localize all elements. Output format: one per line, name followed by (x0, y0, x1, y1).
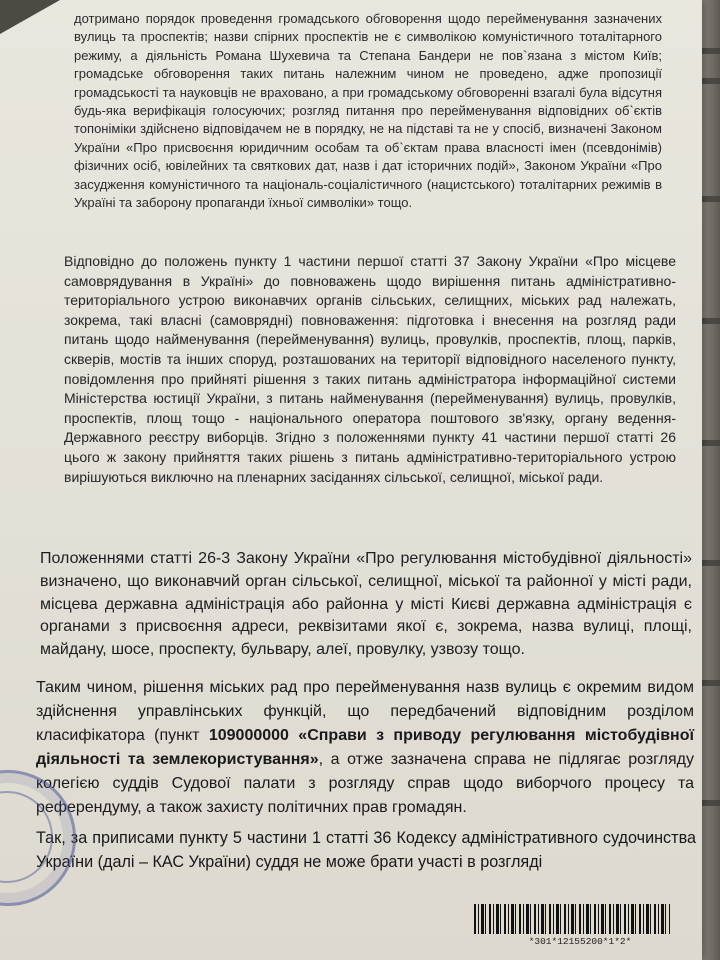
text-run: Таким чином, рішення міських рад про перейменування назв вулиць є окремим видом здійснення управлінських функцій, що передбачений відповідним розділом класифікатора (пункт (36, 679, 694, 744)
paragraph-2 (64, 252, 676, 487)
text-run: Так, за приписами пункту 5 частини 1 статті 36 Кодексу адміністративного судочинства України (далі – КАС України) суддя не може брати участі в розгляді (36, 829, 696, 871)
barcode-label: *301*12155200*1*2* (528, 936, 632, 947)
text-run: Положеннями статті 26-3 Закону України «Про регулювання містобудівної діяльності» визначено, що виконавчий орган сільської, селищної, міської та районної у місті ради, місцева державна адміністрація або районна у місті Києві державна адміністрація є органами з присвоєння адреси, реквізитами якої є, зокрема, назва вулиці, площі, майдану, шосе, проспекту, бульвару, алеї, провулку, узвозу тощо. (40, 550, 692, 659)
paragraph-4 (36, 676, 694, 820)
page-corner-shadow (0, 0, 60, 34)
text-run: Відповідно до положень пункту 1 частини першої статті 37 Закону України «Про місцеве самоврядування в Україні» до повноважень щодо вирішення питань адміністративно-територіального устрою виконавчих органів сільських, селищних, міських рад належать, зокрема, такі власні (самоврядні) повноваження: підготовка і внесення на розгляд ради питань щодо найменування (перейменування) вулиць, провулків, проспектів, площ, парків, скверів, мостів та інших споруд, розташованих на території відповідного населеного пункту, повідомлення про прийняті рішення з таких питань адміністратора інформаційної системи Міністерства юстиції України, з питань найменування (перейменування) вулиць, провулків, проспектів, площ тощо - національного оператора поштового зв'язку, органу ведення- Державного реєстру виборців. Згідно з положеннями пункту 41 частини першої статті 26 цього ж закону прийняття таких рішень з питань адміністративно-територіального устрою вирішуються виключно на пленарних засіданнях сільської, селищної, міської ради. (64, 253, 676, 485)
paragraph-5 (36, 826, 696, 874)
bold-text-run: 109000000 «Справи з приводу регулювання містобудівної діяльності та землекористування» (36, 727, 694, 768)
paragraph-3 (40, 548, 692, 662)
barcode-image (474, 904, 670, 934)
text-run: дотримано порядок проведення громадського обговорення щодо перейменування зазначених вулиць та проспектів; назви спірних проспектів не є символікою комуністичного тоталітарного режиму, а діяльність Романа Шухевича та Степана Бандери не пов`язана з містом Київ; громадське обговорення таких питань належним чином не проведено, адже пропозиції громадськості та науковців не враховано, а при громадському обговоренні взагалі була відсутня будь-яка верифікація голосуючих; розгляд питання про перейменування відповідних об`єктів топоніміки здійснено відповідачем не в порядку, не на підставі та не у спосіб, визначені Законом України «Про присвоєння юридичним особам та об`єктам права власності імен (псевдонімів) фізичних осіб, ювілейних та святкових дат, назв і дат історичних подій», Законом України «Про засудження комуністичного та національ-соціалістичного (нацистського) тоталітарних режимів в Україні та заборону пропаганди їхньої символіки» тощо. (74, 11, 662, 211)
text-run: , а отже зазначена справа не підлягає розгляду колегією суддів Судової палати з розгляду справ щодо виборчого процесу та референдуму, а також захисту політичних прав громадян. (36, 751, 695, 816)
paragraph-1 (74, 10, 662, 212)
